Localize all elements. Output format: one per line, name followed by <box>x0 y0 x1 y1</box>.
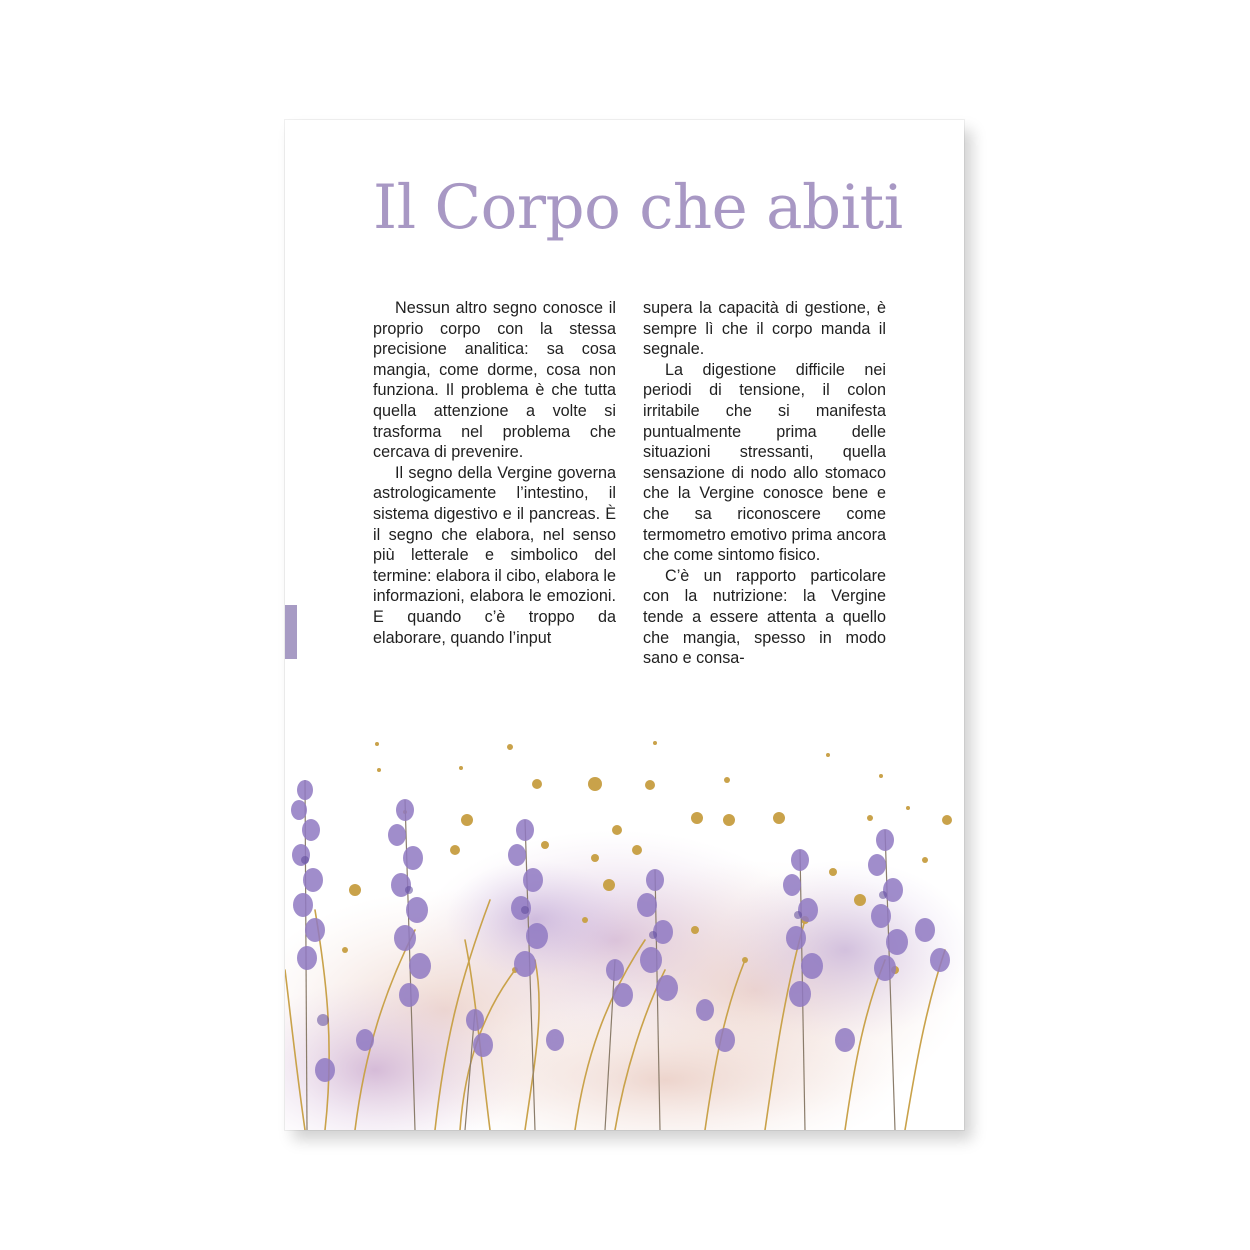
paragraph: La digestione difficile nei periodi di tensione, il colon irritabile che si manifesta puntualmente prima delle situazioni stressanti, quella sensazione di nodo allo stomaco che la Vergine conosce bene e che sa riconoscere come termometro emotivo prima ancora che come sintomo fisico. <box>643 360 886 565</box>
paragraph-continuation: supera la capacità di gestione, è sempre lì che il corpo manda il segnale. <box>643 299 886 359</box>
page-title: Il Corpo che abiti <box>373 172 903 243</box>
lavender-illustration <box>285 710 964 1130</box>
paragraph: Nessun altro segno conosce il proprio corpo con la stessa precisione analitica: sa cosa mangia, come dorme, cosa non funziona. Il problema è che tutta quella attenzione a volte si trasforma nel problema che cercava di prevenire. <box>373 299 616 462</box>
section-tab-marker <box>285 605 297 659</box>
paragraph: C’è un rapporto particolare con la nutrizione: la Vergine tende a essere attenta a quello che mangia, spesso in modo sano e consa- <box>643 566 886 668</box>
text-column-right <box>643 298 886 669</box>
text-column-left <box>373 298 616 648</box>
book-page <box>285 120 964 1130</box>
paragraph: Il segno della Vergine governa astrologicamente l’intestino, il sistema digestivo e il pancreas. È il segno che elabora, nel senso più letterale e simbolico del termine: elabora il cibo, elabora le informazioni, elabora le emozioni. E quando c’è troppo da elaborare, quando l’input <box>373 463 616 647</box>
